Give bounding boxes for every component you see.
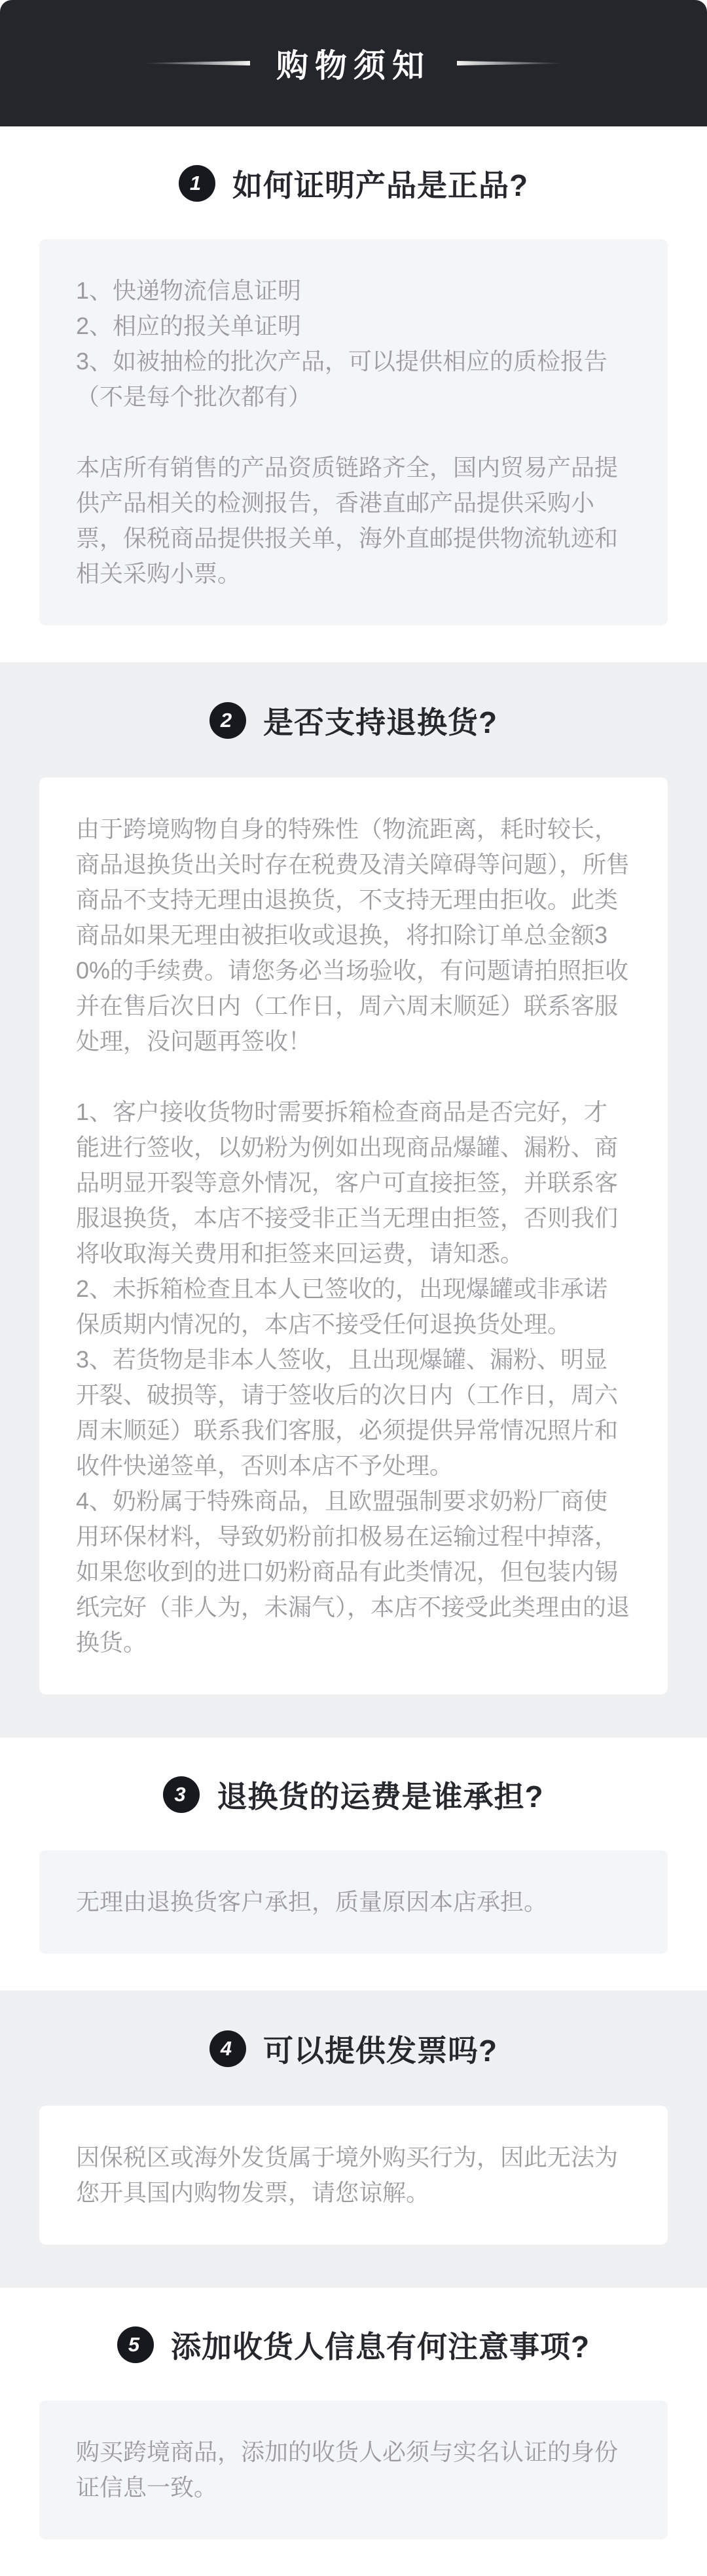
notice-paragraph: 4、奶粉属于特殊商品，且欧盟强制要求奶粉厂商使用环保材料，导致奶粉前扣极易在运输过程中掉落，如果您收到的进口奶粉商品有此类情况，但包装内锡纸完好（非人为，未漏气），本店不接受此类理由的退换货。: [76, 1487, 630, 1656]
section-body-box: [39, 1850, 668, 1954]
section-title: 如何证明产品是正品?: [232, 168, 529, 202]
section-number-badge: 5: [117, 2326, 154, 2363]
section-body-box: [39, 2400, 668, 2539]
notice-line: 2、相应的报关单证明: [76, 312, 302, 339]
section-heading: [0, 2323, 707, 2366]
notice-paragraph: 因保税区或海外发货属于境外购买行为，因此无法为您开具国内购物发票，请您谅解。: [76, 2144, 619, 2206]
section-number-badge: 3: [163, 1776, 200, 1813]
section-authenticity: [0, 126, 707, 662]
section-body-box: [39, 2106, 668, 2245]
title-decoration-left-line: [145, 61, 250, 65]
section-returns: [0, 662, 707, 1738]
section-number-badge: 2: [209, 702, 246, 739]
notice-paragraph: 无理由退换货客户承担，质量原因本店承担。: [76, 1888, 548, 1915]
section-title: 添加收货人信息有何注意事项?: [170, 2330, 590, 2364]
notice-paragraph: 1、客户接收货物时需要拆箱检查商品是否完好，才能进行签收，以奶粉为例如出现商品爆罐、漏粉、商品明显开裂等意外情况，客户可直接拒签，并联系客服退换货，本店不接受非正当无理由拒签，否则我们将收取海关费用和拒签来回运费，请知悉。: [76, 1098, 619, 1267]
section-heading: [0, 699, 707, 742]
section-title: 可以提供发票吗?: [263, 2034, 498, 2068]
notice-paragraph: 2、未拆箱检查且本人已签收的，出现爆罐或非承诺保质期内情况的，本店不接受任何退换货处理。: [76, 1275, 608, 1337]
section-body-box: [39, 239, 668, 625]
section-number-badge: 1: [179, 165, 215, 202]
section-heading: [0, 162, 707, 205]
page-title: 购物须知: [276, 48, 431, 84]
section-shipping-fee: [0, 1738, 707, 1990]
section-heading: [0, 1773, 707, 1816]
section-title: 是否支持退换货?: [263, 705, 498, 739]
title-decoration-right-line: [457, 61, 562, 65]
section-recipient-info: [0, 2288, 707, 2576]
section-number-badge: 4: [209, 2030, 246, 2067]
notice-paragraph: 由于跨境购物自身的特殊性（物流距离，耗时较长，商品退换货出关时存在税费及清关障碍等问题），所售商品不支持无理由退换货，不支持无理由拒收。此类商品如果无理由被拒收或退换，将扣除订单总金额30%的手续费。请您务必当场验收，有问题请拍照拒收并在售后次日内（工作日，周六周末顺延）联系客服处理，没问题再签收！: [76, 815, 630, 1055]
header: [0, 0, 707, 126]
notice-paragraph: 3、若货物是非本人签收，且出现爆罐、漏粉、明显开裂、破损等，请于签收后的次日内（工作日，周六周末顺延）联系我们客服，必须提供异常情况照片和收件快递签单，否则本店不予处理。: [76, 1346, 619, 1479]
notice-paragraph: 购买跨境商品，添加的收货人必须与实名认证的身份证信息一致。: [76, 2438, 619, 2501]
section-invoice: [0, 1990, 707, 2288]
section-title: 退换货的运费是谁承担?: [217, 1780, 544, 1814]
section-heading: [0, 2027, 707, 2070]
notice-line: 3、如被抽检的批次产品，可以提供相应的质检报告（不是每个批次都有）: [76, 348, 608, 410]
section-body-box: [39, 777, 668, 1694]
notice-line: 1、快递物流信息证明: [76, 277, 302, 304]
notice-paragraph: 本店所有销售的产品资质链路齐全，国内贸易产品提供产品相关的检测报告，香港直邮产品提供采购小票，保税商品提供报关单，海外直邮提供物流轨迹和相关采购小票。: [76, 454, 619, 587]
